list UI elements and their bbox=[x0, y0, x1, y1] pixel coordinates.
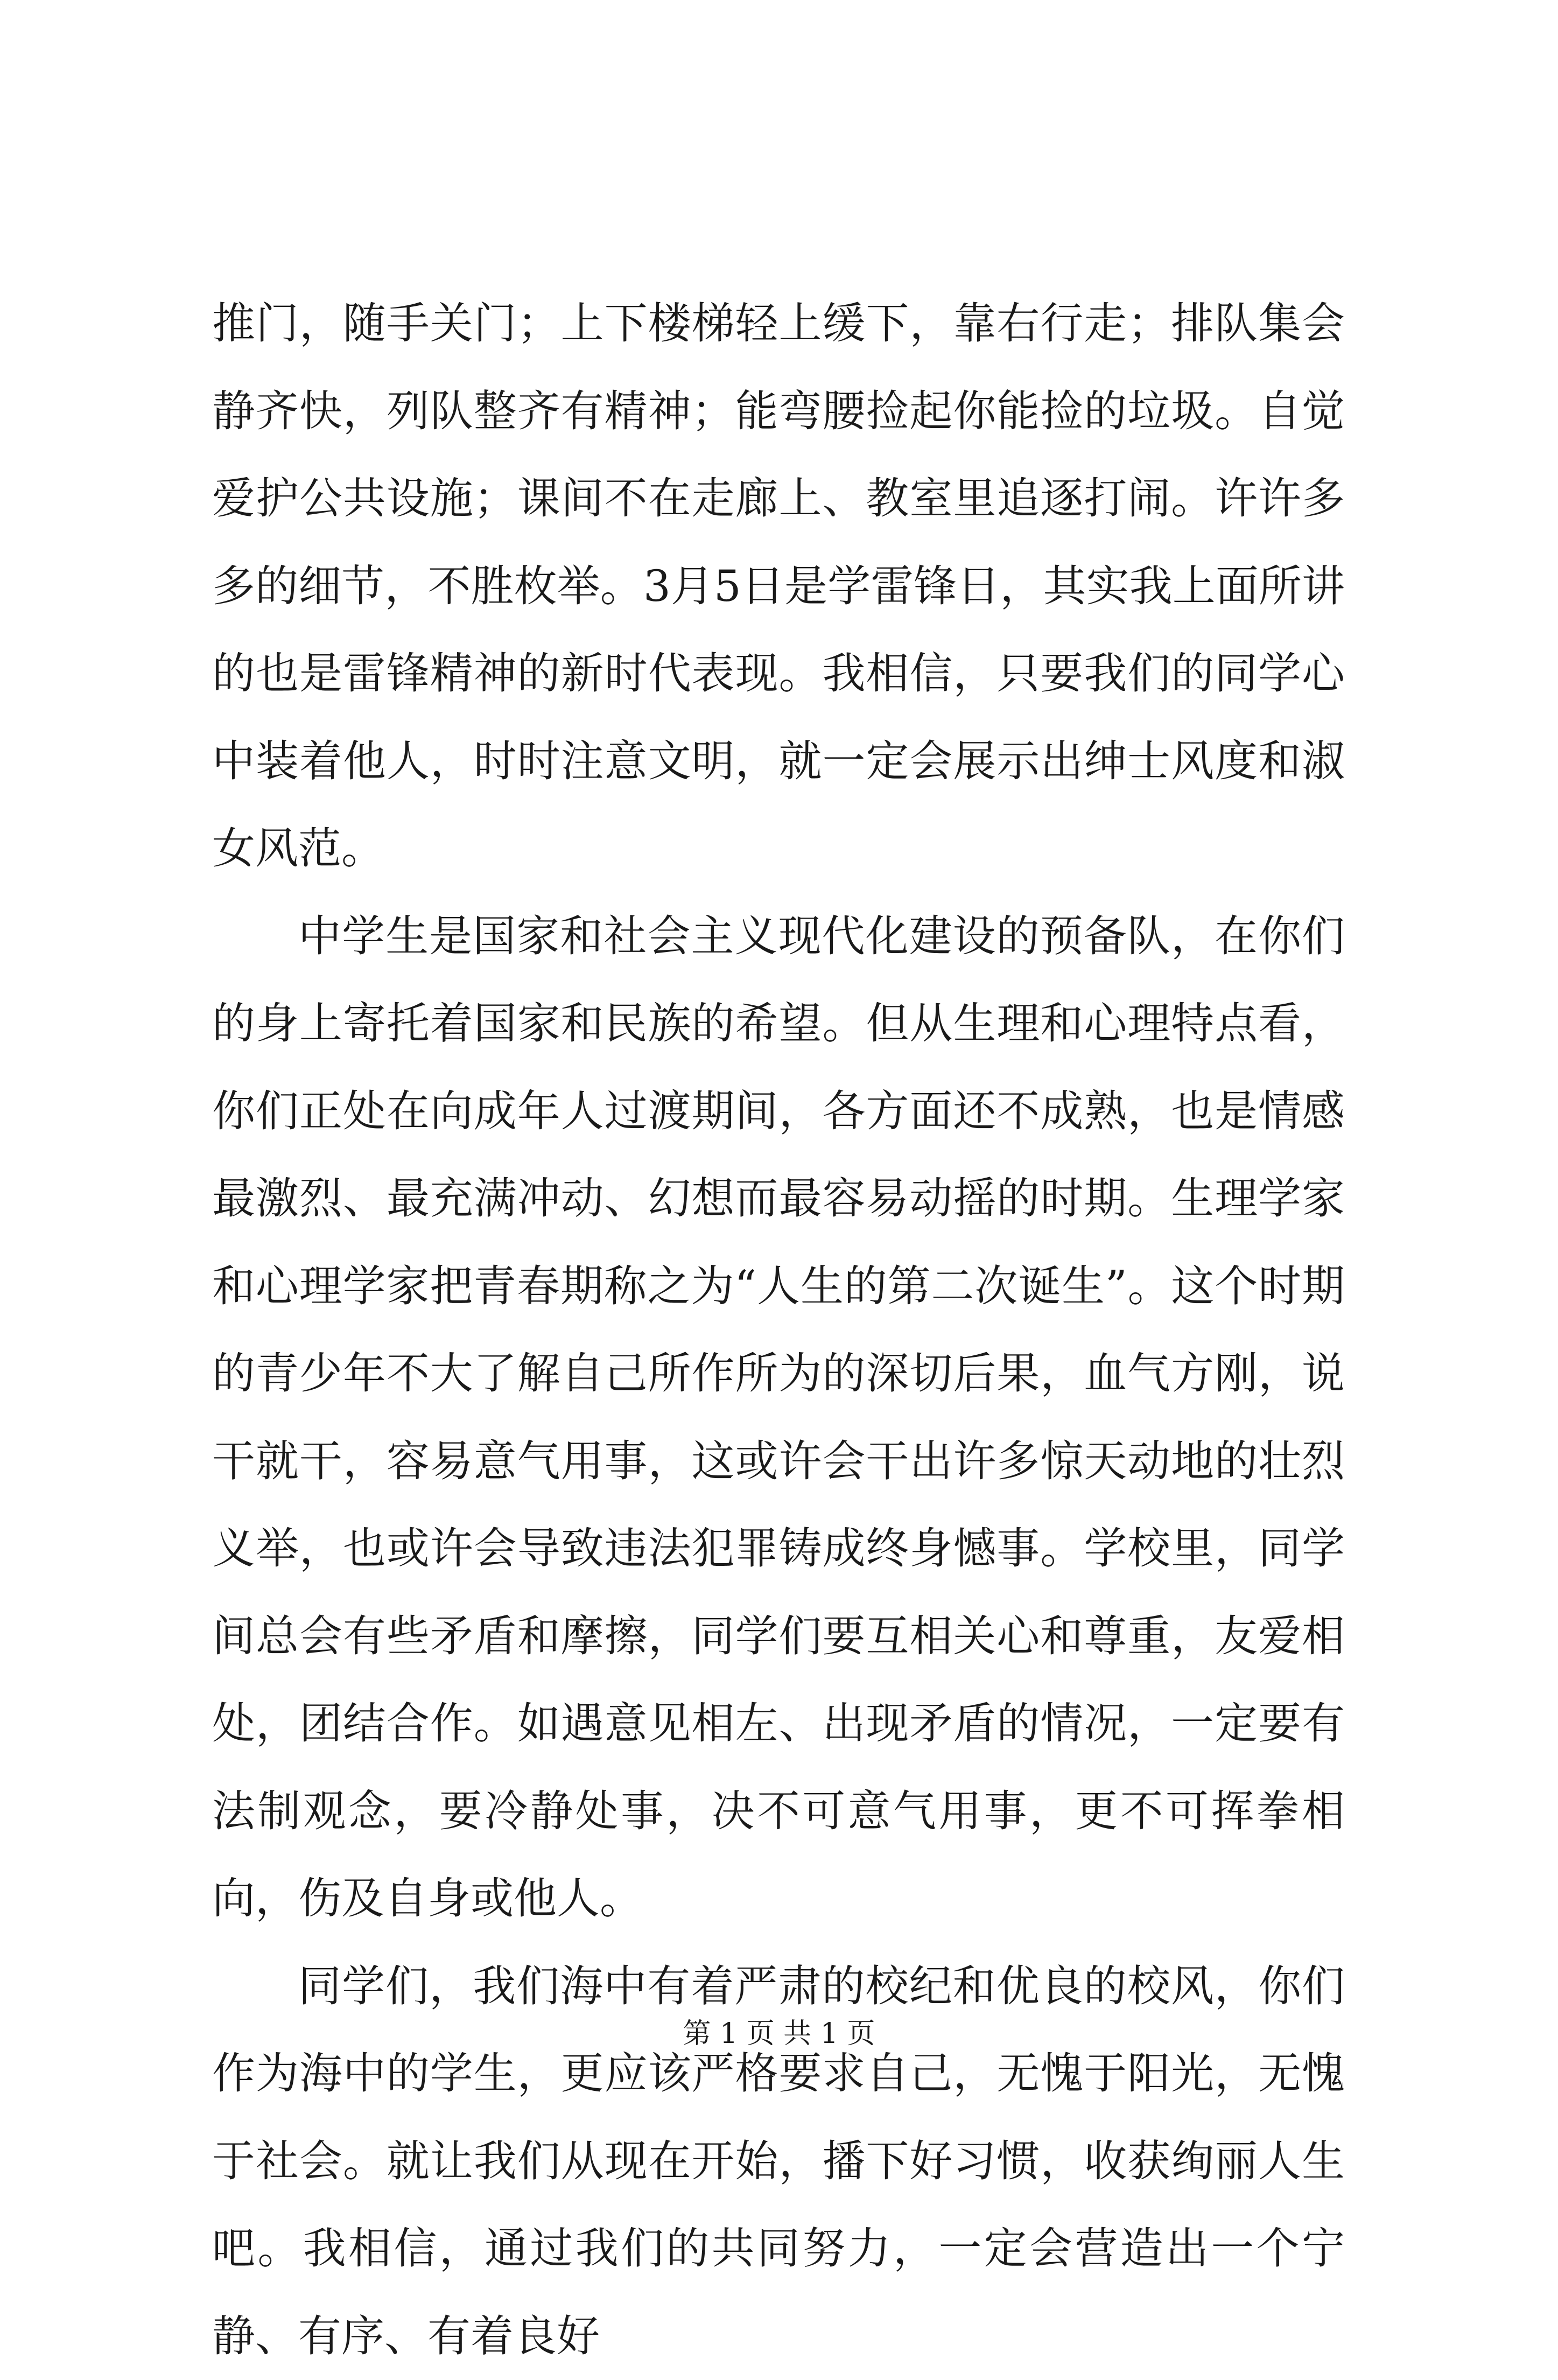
document-body bbox=[212, 280, 1345, 2380]
paragraph-3: 同学们，我们海中有着严肃的校纪和优良的校风，你们作为海中的学生，更应该严格要求自己，无愧于阳光，无愧于社会。就让我们从现在开始，播下好习惯，收获绚丽人生吧。我相信，通过我们的共同努力，一定会营造出一个宁静、有序、有着良好 bbox=[212, 1943, 1345, 2380]
page-footer: 第 1 页 共 1 页 bbox=[0, 2015, 1558, 2053]
paragraph-2: 中学生是国家和社会主义现代化建设的预备队，在你们的身上寄托着国家和民族的希望。但从生理和心理特点看，你们正处在向成年人过渡期间，各方面还不成熟，也是情感最激烈、最充满冲动、幻想而最容易动摇的时期。生理学家和心理学家把青春期称之为“人生的第二次诞生”。这个时期的青少年不大了解自己所作所为的深切后果，血气方刚，说干就干，容易意气用事，这或许会干出许多惊天动地的壮烈义举，也或许会导致违法犯罪铸成终身憾事。学校里，同学间总会有些矛盾和摩擦，同学们要互相关心和尊重，友爱相处，团结合作。如遇意见相左、出现矛盾的情况，一定要有法制观念，要冷静处事，决不可意气用事，更不可挥拳相向，伤及自身或他人。 bbox=[212, 893, 1345, 1943]
paragraph-1: 推门，随手关门；上下楼梯轻上缓下，靠右行走；排队集会静齐快，列队整齐有精神；能弯腰捡起你能捡的垃圾。自觉爱护公共设施；课间不在走廊上、教室里追逐打闹。许许多多的细节，不胜枚举。3月5日是学雷锋日，其实我上面所讲的也是雷锋精神的新时代表现。我相信，只要我们的同学心中装着他人，时时注意文明，就一定会展示出绅士风度和淑女风范。 bbox=[212, 280, 1345, 893]
